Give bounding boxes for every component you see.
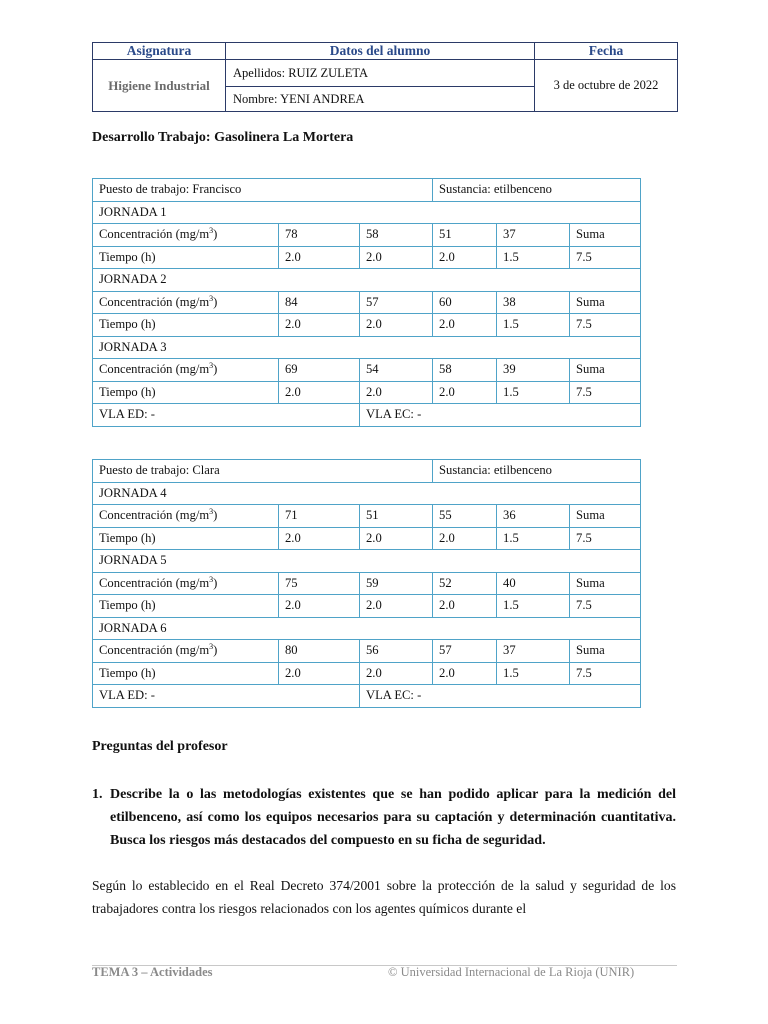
concentration-value: 78 bbox=[279, 224, 360, 247]
footer-right: © Universidad Internacional de La Rioja (UNIR) bbox=[388, 965, 635, 979]
concentration-value: 40 bbox=[497, 572, 570, 595]
name-field: Nombre: YENI ANDREA bbox=[226, 87, 535, 112]
time-sum-value: 7.5 bbox=[570, 527, 641, 550]
surname-field: Apellidos: RUIZ ZULETA bbox=[226, 60, 535, 87]
concentration-label-text: Concentración (mg/m bbox=[99, 362, 210, 377]
substance-cell: Sustancia: etilbenceno bbox=[433, 179, 641, 202]
concentration-value: 58 bbox=[433, 359, 497, 382]
workplace-cell: Puesto de trabajo: Clara bbox=[93, 460, 433, 483]
concentration-value: 37 bbox=[497, 224, 570, 247]
concentration-label-close: ) bbox=[213, 643, 218, 658]
time-value: 2.0 bbox=[279, 314, 360, 337]
header-col-subject: Asignatura bbox=[93, 43, 226, 60]
concentration-label-close: ) bbox=[213, 508, 218, 523]
concentration-value: 60 bbox=[433, 291, 497, 314]
concentration-value: 54 bbox=[360, 359, 433, 382]
measurement-table bbox=[92, 178, 641, 427]
vla-ec-cell: VLA EC: - bbox=[360, 404, 641, 427]
time-value: 2.0 bbox=[279, 246, 360, 269]
time-value: 2.0 bbox=[433, 527, 497, 550]
time-label: Tiempo (h) bbox=[93, 381, 279, 404]
concentration-value: 39 bbox=[497, 359, 570, 382]
time-value: 2.0 bbox=[279, 595, 360, 618]
questions-title: Preguntas del profesor bbox=[92, 739, 228, 754]
concentration-value: 55 bbox=[433, 505, 497, 528]
time-value: 2.0 bbox=[433, 662, 497, 685]
concentration-label-close: ) bbox=[213, 362, 218, 377]
concentration-value: 57 bbox=[433, 640, 497, 663]
concentration-value: 58 bbox=[360, 224, 433, 247]
time-value: 1.5 bbox=[497, 381, 570, 404]
header-col-date: Fecha bbox=[535, 43, 678, 60]
time-value: 2.0 bbox=[360, 595, 433, 618]
question-1-text: Describe la o las metodologías existentes que se han podido aplicar para la medición del etilbenceno, así como los equipos necesarios para su captación y determinación cuantitativa. Busca los riesgos más destacados del compuesto en su ficha de seguridad. bbox=[110, 787, 676, 848]
concentration-label-exp: 3 bbox=[209, 293, 214, 303]
sum-label: Suma bbox=[570, 572, 641, 595]
time-value: 2.0 bbox=[360, 527, 433, 550]
time-sum-value: 7.5 bbox=[570, 662, 641, 685]
concentration-value: 37 bbox=[497, 640, 570, 663]
concentration-value: 57 bbox=[360, 291, 433, 314]
concentration-label-exp: 3 bbox=[209, 642, 214, 652]
vla-ed-cell: VLA ED: - bbox=[93, 404, 360, 427]
concentration-value: 75 bbox=[279, 572, 360, 595]
time-value: 1.5 bbox=[497, 246, 570, 269]
time-label: Tiempo (h) bbox=[93, 246, 279, 269]
time-value: 1.5 bbox=[497, 314, 570, 337]
date-value: 3 de octubre de 2022 bbox=[535, 60, 678, 112]
concentration-label bbox=[93, 224, 279, 247]
sum-label: Suma bbox=[570, 224, 641, 247]
concentration-label-exp: 3 bbox=[209, 574, 214, 584]
header-table bbox=[92, 42, 678, 112]
time-value: 2.0 bbox=[279, 662, 360, 685]
concentration-label-close: ) bbox=[213, 575, 218, 590]
time-value: 2.0 bbox=[360, 314, 433, 337]
time-value: 1.5 bbox=[497, 662, 570, 685]
sum-label: Suma bbox=[570, 505, 641, 528]
concentration-value: 51 bbox=[360, 505, 433, 528]
concentration-value: 84 bbox=[279, 291, 360, 314]
concentration-label bbox=[93, 505, 279, 528]
time-label: Tiempo (h) bbox=[93, 595, 279, 618]
time-label: Tiempo (h) bbox=[93, 314, 279, 337]
time-value: 2.0 bbox=[360, 246, 433, 269]
concentration-label bbox=[93, 572, 279, 595]
concentration-label bbox=[93, 640, 279, 663]
sum-label: Suma bbox=[570, 359, 641, 382]
time-label: Tiempo (h) bbox=[93, 527, 279, 550]
time-sum-value: 7.5 bbox=[570, 595, 641, 618]
header-col-student: Datos del alumno bbox=[226, 43, 535, 60]
concentration-label bbox=[93, 291, 279, 314]
time-sum-value: 7.5 bbox=[570, 246, 641, 269]
concentration-value: 69 bbox=[279, 359, 360, 382]
concentration-value: 51 bbox=[433, 224, 497, 247]
concentration-label-text: Concentración (mg/m bbox=[99, 294, 210, 309]
concentration-label-text: Concentración (mg/m bbox=[99, 508, 210, 523]
jornada-title: JORNADA 3 bbox=[93, 336, 641, 359]
concentration-value: 71 bbox=[279, 505, 360, 528]
answer-paragraph: Según lo establecido en el Real Decreto 374/2001 sobre la protección de la salud y seguridad de los trabajadores contra los riesgos relacionados con los agentes químicos durante el bbox=[92, 878, 676, 916]
time-value: 2.0 bbox=[360, 662, 433, 685]
time-value: 2.0 bbox=[279, 381, 360, 404]
concentration-value: 80 bbox=[279, 640, 360, 663]
time-value: 2.0 bbox=[279, 527, 360, 550]
time-label: Tiempo (h) bbox=[93, 662, 279, 685]
jornada-title: JORNADA 5 bbox=[93, 550, 641, 573]
measurement-table bbox=[92, 459, 641, 708]
time-value: 1.5 bbox=[497, 527, 570, 550]
subject-value: Higiene Industrial bbox=[93, 60, 226, 112]
time-sum-value: 7.5 bbox=[570, 381, 641, 404]
jornada-title: JORNADA 2 bbox=[93, 269, 641, 292]
concentration-label-exp: 3 bbox=[209, 507, 214, 517]
substance-cell: Sustancia: etilbenceno bbox=[433, 460, 641, 483]
jornada-title: JORNADA 4 bbox=[93, 482, 641, 505]
question-number: 1. bbox=[92, 787, 103, 802]
footer-left: TEMA 3 – Actividades bbox=[92, 965, 213, 979]
concentration-value: 59 bbox=[360, 572, 433, 595]
time-value: 2.0 bbox=[433, 595, 497, 618]
time-value: 2.0 bbox=[433, 246, 497, 269]
concentration-label-close: ) bbox=[213, 227, 218, 242]
time-value: 2.0 bbox=[433, 314, 497, 337]
concentration-label-close: ) bbox=[213, 294, 218, 309]
time-sum-value: 7.5 bbox=[570, 314, 641, 337]
vla-ec-cell: VLA EC: - bbox=[360, 685, 641, 708]
jornada-title: JORNADA 6 bbox=[93, 617, 641, 640]
time-value: 1.5 bbox=[497, 595, 570, 618]
concentration-value: 36 bbox=[497, 505, 570, 528]
section-title: Desarrollo Trabajo: Gasolinera La Mortera bbox=[92, 130, 354, 145]
concentration-label-exp: 3 bbox=[209, 361, 214, 371]
workplace-cell: Puesto de trabajo: Francisco bbox=[93, 179, 433, 202]
sum-label: Suma bbox=[570, 640, 641, 663]
concentration-value: 52 bbox=[433, 572, 497, 595]
concentration-label-text: Concentración (mg/m bbox=[99, 643, 210, 658]
vla-ed-cell: VLA ED: - bbox=[93, 685, 360, 708]
concentration-label-exp: 3 bbox=[209, 226, 214, 236]
time-value: 2.0 bbox=[360, 381, 433, 404]
concentration-label-text: Concentración (mg/m bbox=[99, 575, 210, 590]
concentration-label bbox=[93, 359, 279, 382]
jornada-title: JORNADA 1 bbox=[93, 201, 641, 224]
concentration-value: 38 bbox=[497, 291, 570, 314]
time-value: 2.0 bbox=[433, 381, 497, 404]
sum-label: Suma bbox=[570, 291, 641, 314]
concentration-label-text: Concentración (mg/m bbox=[99, 227, 210, 242]
concentration-value: 56 bbox=[360, 640, 433, 663]
